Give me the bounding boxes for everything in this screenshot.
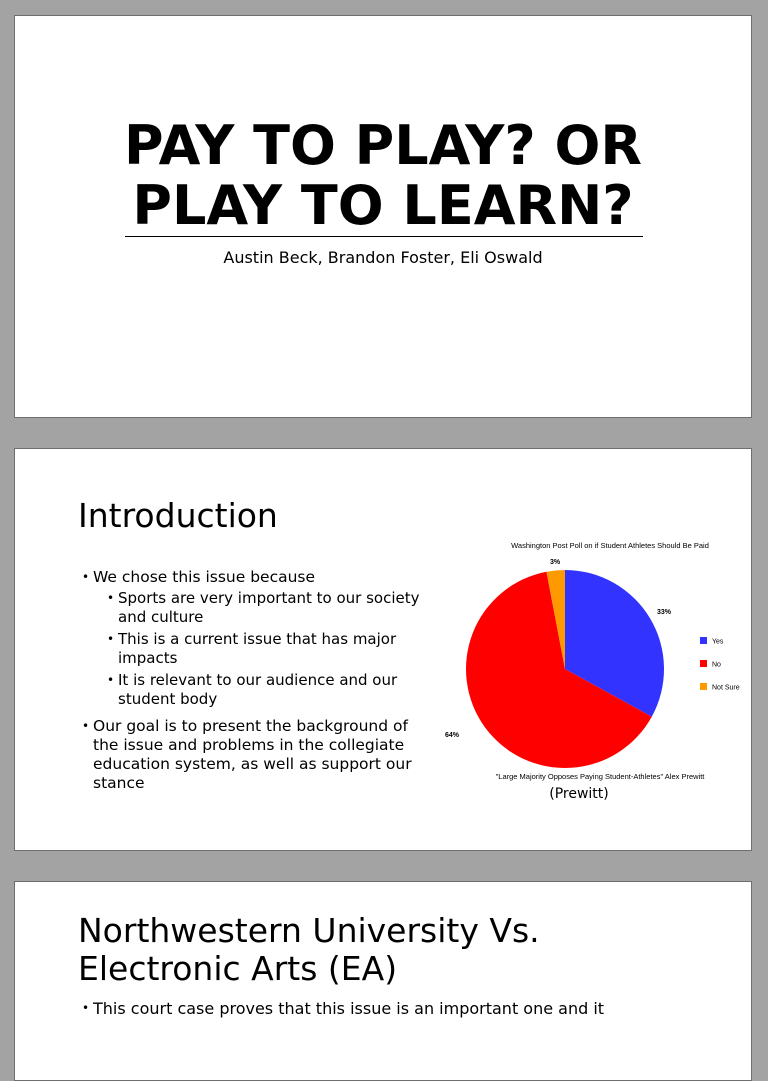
pie-chart [435,537,752,807]
slide-subtitle: Austin Beck, Brandon Foster, Eli Oswald [223,248,543,267]
pie-data-label: 64% [445,732,460,739]
legend-swatch [700,660,707,667]
slide-title-line-1: PAY TO PLAY? OR [123,114,642,177]
slide-heading: Introduction [78,496,278,535]
pie-chart-svg [435,537,752,807]
bullet-text: We chose this issue because [93,568,316,586]
bullet-list [82,999,702,1018]
sub-bullet-item: • Sports are very important to our society and culture [107,589,432,627]
chart-caption: "Large Majority Opposes Paying Student-Athletes" Alex Prewitt [495,772,705,781]
legend-label: Not Sure [712,684,740,692]
slide-heading [78,912,598,988]
legend-label: No [712,661,721,669]
sub-bullet-list [93,589,432,709]
court-case-slide [14,881,752,1081]
title-underline [125,236,643,237]
bullet-list [82,568,432,793]
slide-title [15,116,751,236]
bullet-item: • This court case proves that this issue is an important one and it [82,999,702,1018]
citation: (Prewitt) [549,786,609,802]
slide-title-line-2: PLAY TO LEARN? [132,174,634,237]
bullet-item [82,568,432,709]
sub-bullet-item: • This is a current issue that has major impacts [107,630,432,668]
pie-data-label: 3% [550,559,561,566]
slide-heading-text: Northwestern University Vs. Electronic Arts (EA) [78,911,540,988]
legend-swatch [700,637,707,644]
sub-bullet-item: • It is relevant to our audience and our student body [107,671,432,709]
chart-title: Washington Post Poll on if Student Athletes Should Be Paid [511,541,709,550]
introduction-slide [14,448,752,851]
legend-swatch [700,683,707,690]
title-slide [14,15,752,418]
legend-label: Yes [712,638,724,646]
bullet-item: • Our goal is to present the background of the issue and problems in the collegiate education system, as well as support our stance [82,717,432,793]
pie-data-label: 33% [657,609,672,616]
